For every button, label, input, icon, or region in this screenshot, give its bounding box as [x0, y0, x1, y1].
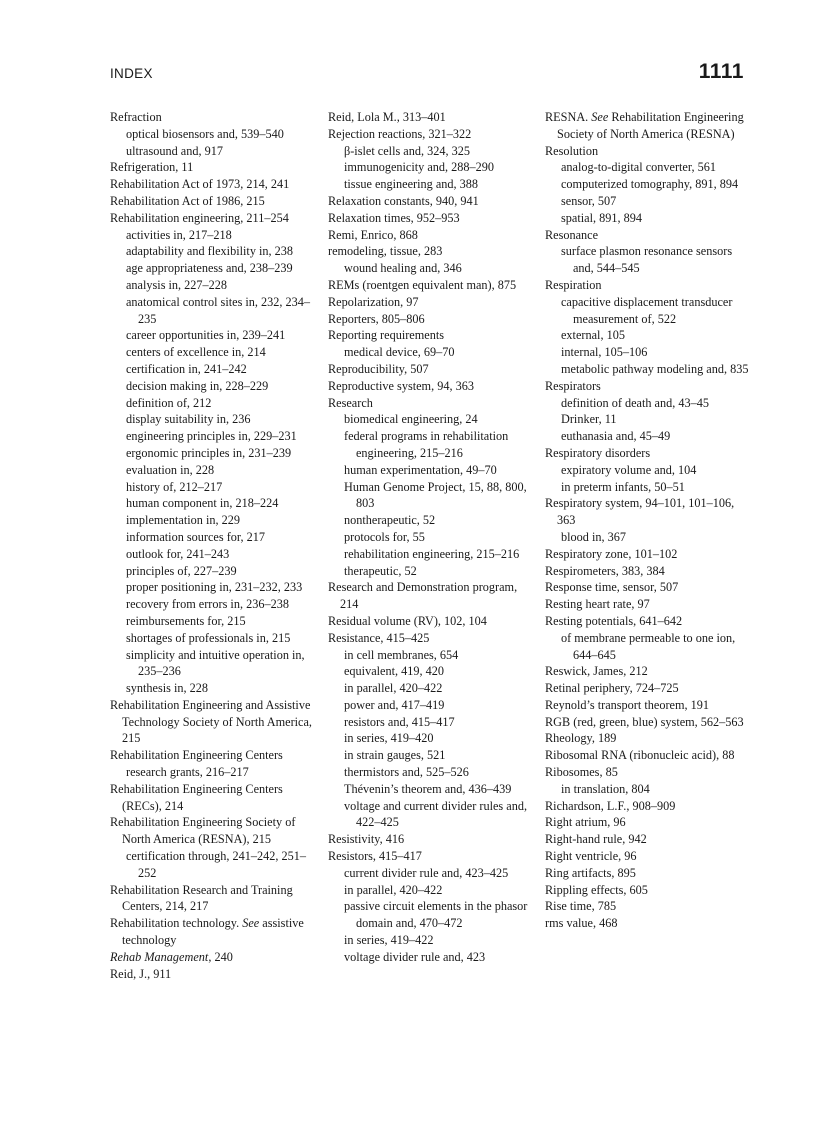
index-entry: Ring artifacts, 895	[545, 865, 636, 880]
index-subentry: Drinker, 11	[561, 412, 617, 427]
page-number: 1111	[698, 60, 744, 83]
index-subentry: synthesis in, 228	[126, 681, 209, 696]
index-subentry: passive circuit elements in the phasor domain and, 470–472	[344, 899, 528, 931]
index-subentry: analysis in, 227–228	[126, 277, 228, 292]
index-subentry: in cell membranes, 654	[344, 647, 459, 662]
index-entry: Residual volume (RV), 102, 104	[328, 613, 487, 628]
index-entry: Respiratory zone, 101–102	[545, 546, 678, 561]
index-entry: Resting heart rate, 97	[545, 597, 650, 612]
index-subentry: expiratory volume and, 104	[561, 462, 697, 477]
index-entry: Resting potentials, 641–642	[545, 613, 683, 628]
index-subentry: in translation, 804	[561, 781, 650, 796]
index-entry: rms value, 468	[545, 916, 618, 931]
index-subentry: simplicity and intuitive operation in, 235–236	[126, 647, 305, 679]
index-subentry: information sources for, 217	[126, 529, 265, 544]
index-subentry: human component in, 218–224	[126, 496, 279, 511]
index-subentry: medical device, 69–70	[344, 345, 455, 360]
index-entry: Reporting requirements	[328, 328, 445, 343]
index-subentry: resistors and, 415–417	[344, 714, 455, 729]
index-subentry: federal programs in rehabilitation engineering, 215–216	[344, 429, 509, 460]
index-subentry: computerized tomography, 891, 894	[561, 177, 739, 192]
index-subentry: age appropriateness and, 238–239	[126, 261, 293, 276]
index-entry: Rehabilitation Engineering and Assistive Technology Society of North America, 215	[110, 697, 312, 746]
index-entry: Reproducibility, 507	[328, 361, 429, 376]
index-subentry: in strain gauges, 521	[344, 748, 446, 763]
index-subentry: in parallel, 420–422	[344, 882, 443, 897]
index-entry: remodeling, tissue, 283	[328, 244, 443, 259]
index-entry: Rejection reactions, 321–322	[328, 126, 472, 141]
index-subentry: reimbursements for, 215	[126, 613, 246, 628]
index-subentry: research grants, 216–217	[126, 765, 249, 780]
index-entry: Ribosomes, 85	[545, 765, 618, 780]
index-subentry: certification in, 241–242	[126, 361, 247, 376]
index-entry: Rehabilitation Act of 1986, 215	[110, 193, 265, 208]
index-subentry: human experimentation, 49–70	[344, 462, 497, 477]
index-column-3	[545, 109, 750, 932]
index-subentry: evaluation in, 228	[126, 462, 215, 477]
index-entry: Resistivity, 416	[328, 832, 405, 847]
index-subentry: outlook for, 241–243	[126, 546, 230, 561]
index-subentry: optical biosensors and, 539–540	[126, 126, 284, 141]
index-entry: Respiration	[545, 277, 602, 292]
index-subentry: tissue engineering and, 388	[344, 177, 479, 192]
index-entry: Refrigeration, 11	[110, 160, 194, 175]
index-subentry: ergonomic principles in, 231–239	[126, 445, 292, 460]
index-entry: Resonance	[545, 227, 599, 242]
index-subentry: external, 105	[561, 328, 625, 343]
index-subentry: implementation in, 229	[126, 513, 240, 528]
index-subentry: adaptability and flexibility in, 238	[126, 244, 294, 259]
index-entry: Rehabilitation technology. See assistive technology	[110, 916, 304, 948]
index-entry: Ribosomal RNA (ribonucleic acid), 88	[545, 748, 735, 763]
index-entry: Rippling effects, 605	[545, 882, 648, 897]
index-subentry: principles of, 227–239	[126, 563, 237, 578]
index-subentry: thermistors and, 525–526	[344, 765, 469, 780]
index-entry: Research	[328, 395, 373, 410]
index-subentry: sensor, 507	[561, 193, 617, 208]
index-entry: Reynold’s transport theorem, 191	[545, 697, 709, 712]
index-subentry: career opportunities in, 239–241	[126, 328, 286, 343]
index-subentry: certification through, 241–242, 251–252	[126, 849, 306, 880]
index-entry: Repolarization, 97	[328, 294, 419, 309]
index-subentry: decision making in, 228–229	[126, 378, 269, 393]
index-entry: REMs (roentgen equivalent man), 875	[328, 277, 517, 292]
index-subentry: definition of death and, 43–45	[561, 395, 709, 410]
index-subentry: Human Genome Project, 15, 88, 800, 803	[344, 479, 527, 511]
index-subentry: definition of, 212	[126, 395, 212, 410]
index-subentry: immunogenicity and, 288–290	[344, 160, 495, 175]
index-subentry: centers of excellence in, 214	[126, 345, 266, 360]
index-subentry: activities in, 217–218	[126, 227, 232, 242]
index-entry: Resistors, 415–417	[328, 849, 422, 864]
index-entry: Relaxation constants, 940, 941	[328, 193, 479, 208]
index-entry: Reproductive system, 94, 363	[328, 378, 474, 393]
index-subentry: engineering principles in, 229–231	[126, 429, 297, 444]
index-entry: Refraction	[110, 110, 162, 124]
index-entry: Rise time, 785	[545, 899, 617, 914]
index-subentry: therapeutic, 52	[344, 563, 417, 578]
index-subentry: nontherapeutic, 52	[344, 513, 436, 528]
index-subentry: power and, 417–419	[344, 697, 445, 712]
index-subentry: capacitive displacement transducer measurement of, 522	[561, 294, 733, 326]
index-column-1	[110, 109, 318, 982]
index-subentry: history of, 212–217	[126, 479, 223, 494]
index-entry: Respiratory disorders	[545, 445, 651, 460]
index-entry: Rehabilitation Engineering Centers	[110, 748, 283, 763]
index-entry: Richardson, L.F., 908–909	[545, 798, 676, 813]
index-entry: Reporters, 805–806	[328, 311, 425, 326]
index-subentry: euthanasia and, 45–49	[561, 429, 671, 444]
index-subentry: blood in, 367	[561, 529, 626, 544]
index-subentry: of membrane permeable to one ion, 644–645	[561, 630, 736, 662]
index-subentry: internal, 105–106	[561, 345, 648, 360]
index-entry: Right atrium, 96	[545, 815, 626, 830]
index-subentry: current divider rule and, 423–425	[344, 865, 509, 880]
index-entry: Rehabilitation Act of 1973, 214, 241	[110, 177, 290, 192]
index-subentry: Thévenin’s theorem and, 436–439	[344, 781, 512, 796]
index-subentry: β-islet cells and, 324, 325	[344, 143, 470, 158]
index-entry: Rehabilitation Research and Training Centers, 214, 217	[110, 882, 293, 914]
index-entry: Respirators	[545, 378, 601, 393]
index-entry: Respiratory system, 94–101, 101–106, 363	[545, 496, 735, 528]
index-entry: RGB (red, green, blue) system, 562–563	[545, 714, 744, 729]
index-entry: Resistance, 415–425	[328, 630, 430, 645]
index-subentry: surface plasmon resonance sensors and, 544–545	[561, 244, 733, 276]
index-subentry: in parallel, 420–422	[344, 681, 443, 696]
index-column-2	[328, 109, 533, 966]
index-entry: Respirometers, 383, 384	[545, 563, 665, 578]
index-subentry: equivalent, 419, 420	[344, 664, 445, 679]
index-entry: Remi, Enrico, 868	[328, 227, 418, 242]
index-entry: Rheology, 189	[545, 731, 617, 746]
index-entry: Retinal periphery, 724–725	[545, 681, 679, 696]
index-entry: Rehabilitation Engineering Society of North America (RESNA), 215	[110, 815, 296, 847]
index-entry: Response time, sensor, 507	[545, 580, 679, 595]
index-subentry: recovery from errors in, 236–238	[126, 597, 289, 612]
index-entry: Reid, Lola M., 313–401	[328, 110, 446, 124]
index-subentry: ultrasound and, 917	[126, 143, 223, 158]
index-subentry: anatomical control sites in, 232, 234–235	[126, 294, 311, 326]
index-entry: Resolution	[545, 143, 599, 158]
index-entry: Rehab Management, 240	[110, 949, 233, 964]
index-entry: Rehabilitation Engineering Centers (RECs), 214	[110, 781, 283, 813]
index-subentry: metabolic pathway modeling and, 835	[561, 361, 749, 376]
index-subentry: shortages of professionals in, 215	[126, 630, 291, 645]
index-subentry: wound healing and, 346	[344, 261, 462, 276]
index-entry: Reswick, James, 212	[545, 664, 648, 679]
index-entry: Rehabilitation engineering, 211–254	[110, 210, 289, 225]
index-subentry: in preterm infants, 50–51	[561, 479, 685, 494]
index-subentry: in series, 419–422	[344, 933, 434, 948]
index-subentry: proper positioning in, 231–232, 233	[126, 580, 303, 595]
index-entry: Relaxation times, 952–953	[328, 210, 460, 225]
index-entry: Right-hand rule, 942	[545, 832, 647, 847]
index-entry: Reid, J., 911	[110, 966, 172, 981]
index-entry: Right ventricle, 96	[545, 849, 637, 864]
index-subentry: rehabilitation engineering, 215–216	[344, 546, 520, 561]
index-entry: Research and Demonstration program, 214	[328, 580, 518, 612]
index-subentry: voltage divider rule and, 423	[344, 949, 486, 964]
index-subentry: biomedical engineering, 24	[344, 412, 478, 427]
index-entry: RESNA. See Rehabilitation Engineering Society of North America (RESNA)	[545, 110, 744, 141]
index-subentry: voltage and current divider rules and, 422–425	[344, 798, 528, 830]
running-header-section: INDEX	[110, 66, 153, 81]
index-subentry: display suitability in, 236	[126, 412, 251, 427]
index-subentry: protocols for, 55	[344, 529, 425, 544]
index-subentry: spatial, 891, 894	[561, 210, 642, 225]
index-subentry: analog-to-digital converter, 561	[561, 160, 716, 175]
index-subentry: in series, 419–420	[344, 731, 434, 746]
